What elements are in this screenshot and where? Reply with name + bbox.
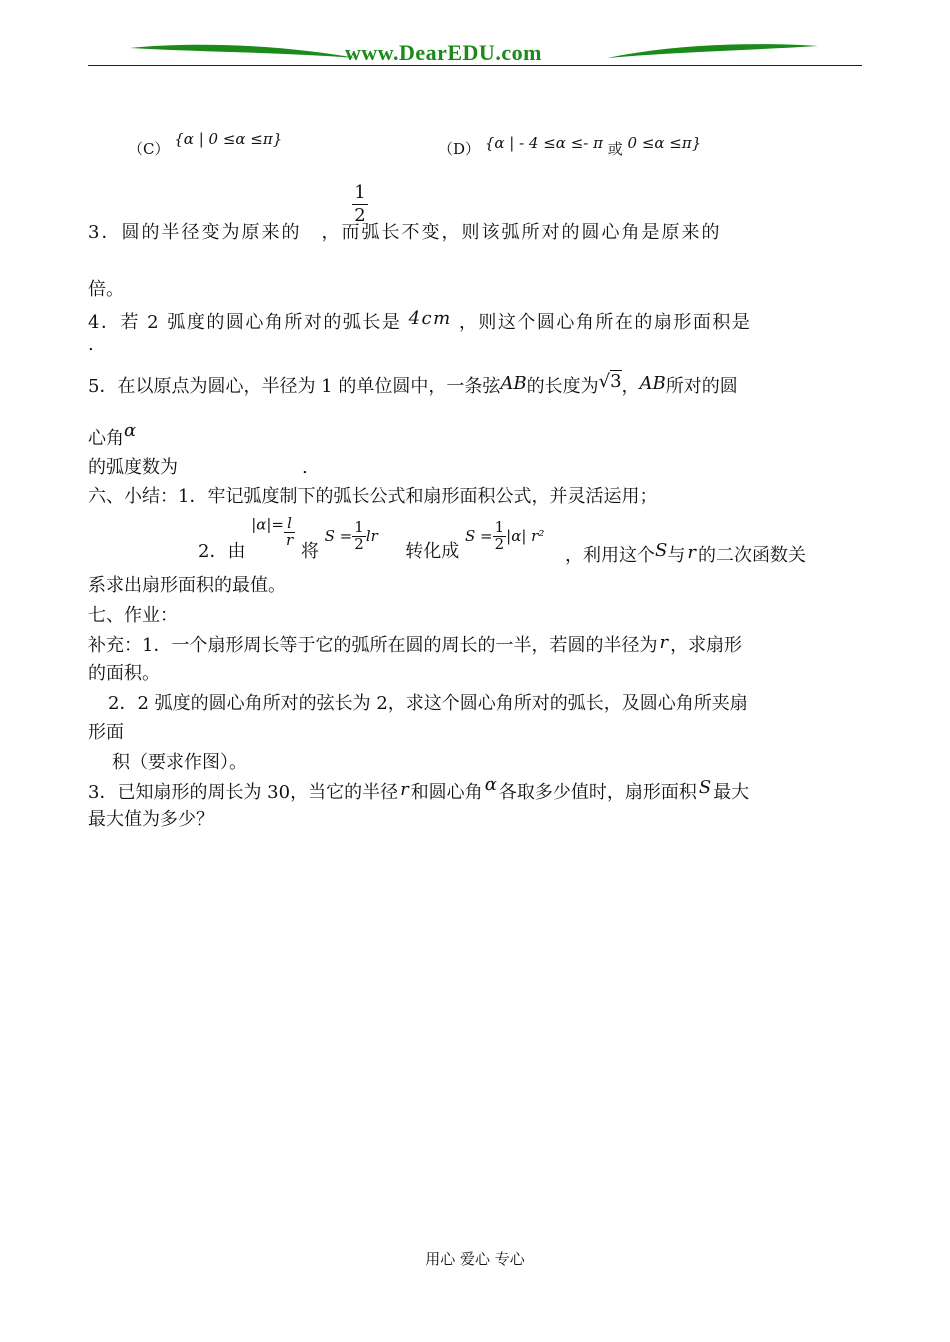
summary-r-var: r [687,542,696,563]
homework-3-alpha: α [484,774,497,795]
option-d-set-left: {α | - 4 ≤α ≤- π [484,134,603,152]
header-rule [88,65,862,66]
q3-frac-den: 2 [354,204,366,226]
formula-half-1-den: 2 [354,534,364,553]
homework-1-line2: 的面积。 [88,663,160,684]
formula-l-over-r [284,516,295,549]
homework-3-mid2: 各取多少值时，扇形面积 [498,782,697,803]
formula-s-eq-2: S = [464,527,493,546]
q5-line3 [88,453,308,479]
summary-jiang: 将 [300,541,319,563]
option-c-set: {α | 0 ≤α ≤π} [174,130,283,148]
formula-s-eq-1: S = [324,527,353,546]
q5-line3-text: 的弧度数为 [88,457,178,478]
homework-3-suffix: 最大 [713,782,750,803]
summary-item2-mid: ，利用这个 [565,545,655,566]
q5-prefix: 5．在以原点为圆心，半径为 1 的单位圆中，一条弦 [88,376,501,397]
homework-3-s: S [698,777,712,798]
q4-line1 [88,308,751,334]
q5-mid: 的长度为 [526,376,599,397]
left-swoosh-icon [128,38,358,68]
q3-suffix: ，而弧长不变，则该弧所对的圆心角是原来的 [321,222,722,243]
q5-line2-text: 心角 [88,428,124,449]
option-d-set-right: 0 ≤α ≤π} [627,134,702,152]
q4-line2: . [88,334,94,355]
q5-sqrt-value: 3 [610,371,622,392]
formula-alpha-abs: |α|= [251,515,284,534]
formula-alpha-r2: |α| r² [506,527,545,546]
homework-3-line2: 最大值为多少？ [88,809,214,830]
q4-prefix: 4．若 2 弧度的圆心角所对的弧长是 [88,312,402,333]
homework-2-line1: 2．2 弧度的圆心角所对的弦长为 2，求这个圆心角所对的弧长，及圆心角所夹扇 [108,693,748,714]
q5-ab-2: AB [639,373,666,394]
homework-3-mid: 和圆心角 [410,782,483,803]
homework-3-prefix: 3．已知扇形的周长为 30，当它的半径 [88,782,399,803]
homework-3-line1 [88,774,750,804]
homework-2-line2: 形面 [88,722,124,743]
summary-item2-tail [565,541,806,567]
q5-sqrt: √3 [598,371,622,392]
q5-line3-end: . [302,457,308,478]
formula-lr: lr [365,527,378,546]
option-d [438,134,702,159]
q5-ab-1: AB [500,373,527,394]
summary-yu: 与 [667,545,686,566]
summary-item2 [198,508,545,563]
formula-half-1 [352,520,366,553]
summary-zhuan: 转化成 [405,541,460,563]
q5-alpha: α [124,420,137,441]
summary-item2-line2: 系求出扇形面积的最值。 [88,575,286,596]
homework-3-r: r [400,779,409,800]
summary-item2-prefix: 2．由 [198,541,246,563]
q5-comma: ， [621,376,640,397]
formula-half-2-den: 2 [494,534,505,553]
option-d-label: （D） [438,140,481,158]
q5-line1 [88,372,738,398]
homework-1-prefix: 补充：1．一个扇形周长等于它的弧所在圆的周长的一半，若圆的半径为 [88,635,658,656]
homework-2-line3: 积（要求作图）。 [112,752,247,773]
homework-1-line1 [88,631,742,657]
site-logo: www.DearEDU.com [345,40,542,65]
right-swoosh-icon [605,38,820,68]
q3-frac-num: 1 [352,182,368,205]
page-footer: 用心 爱心 专心 [425,1250,525,1268]
formula-half-1-num: 1 [354,518,364,536]
formula-half-2 [493,520,507,553]
formula-r: r [286,530,294,549]
formula-half-2-num: 1 [494,518,505,536]
homework-1-suffix: ，求扇形 [670,635,743,656]
q3-line1 [88,218,721,244]
formula-l: l [284,516,295,533]
summary-item2-suffix: 的二次函数关 [697,545,806,566]
q4-suffix: ，则这个圆心角所在的扇形面积是 [458,312,752,333]
homework-1-r: r [659,632,669,653]
q4-value: 4cm [408,308,452,329]
q3-prefix: 3．圆的半径变为原来的 [88,222,302,243]
summary-s-var: S [655,540,668,561]
q5-suffix: 所对的圆 [665,376,738,397]
option-d-or: 或 [607,140,623,158]
summary-line1: 六、小结：1．牢记弧度制下的弧长公式和扇形面积公式，并灵活运用； [88,486,658,507]
option-c-label: （C） [128,140,170,158]
option-c [128,130,283,159]
homework-title: 七、作业： [88,605,178,626]
q5-line2 [88,420,137,450]
q3-line2: 倍。 [88,279,124,300]
